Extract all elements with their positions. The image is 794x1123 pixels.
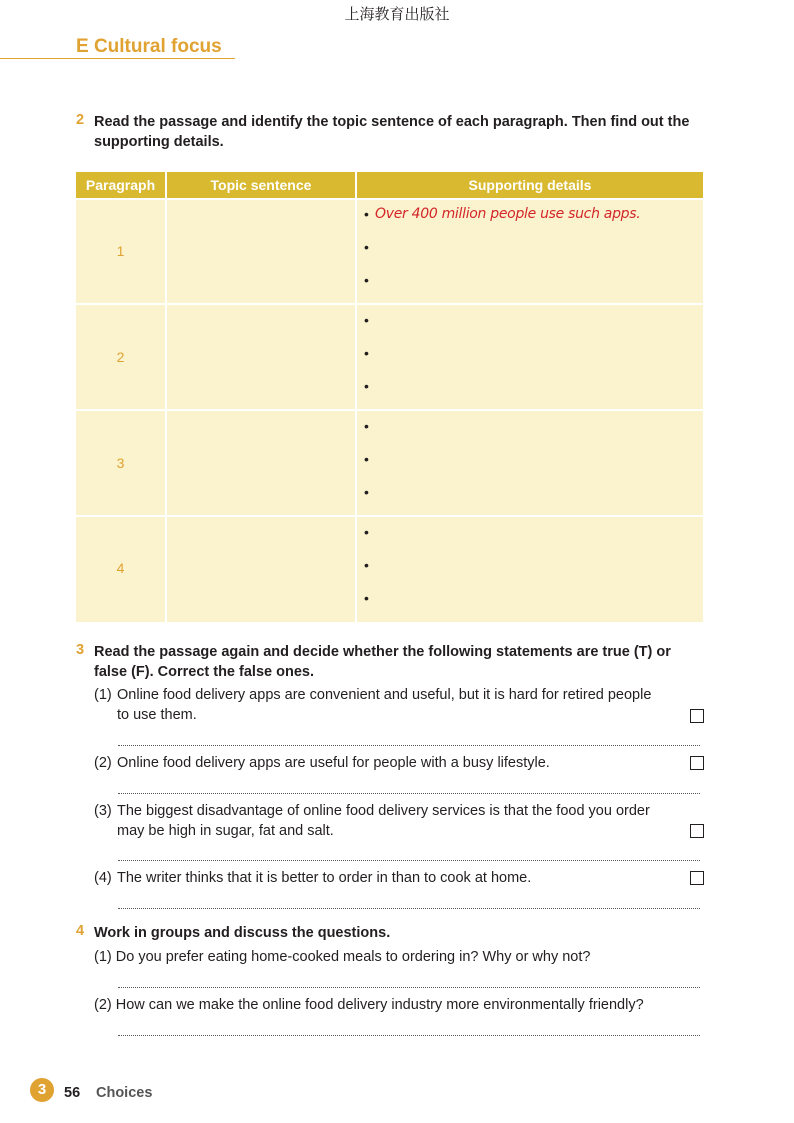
bullet: • [364, 557, 369, 573]
table-header-paragraph: Paragraph [76, 172, 165, 198]
bullet: • [364, 239, 369, 255]
table-header-supporting-details: Supporting details [357, 172, 703, 198]
bullet: • [364, 378, 369, 394]
paragraph-number: 1 [116, 243, 125, 259]
question-instruction: Read the passage and identify the topic sentence of each paragraph. Then find out the supporting details. [94, 114, 690, 150]
question-instruction: Work in groups and discuss the questions. [94, 925, 391, 941]
table-row-2-topic-cell[interactable] [167, 305, 355, 409]
discussion-question-1: (1) Do you prefer eating home-cooked meals to ordering in? Why or why not? [94, 949, 591, 965]
statement-2 [94, 753, 654, 773]
question-number: 2 [76, 112, 85, 128]
bullet: • [364, 206, 369, 222]
unit-number-badge: 3 [30, 1078, 54, 1102]
statement-3 [94, 801, 654, 841]
statement-text: Online food delivery apps are convenient and useful, but it is hard for retired people to use them. [117, 687, 652, 723]
true-false-checkbox[interactable] [690, 871, 704, 885]
table-row-2-details-cell[interactable] [357, 305, 703, 409]
discussion-question-2: (2) How can we make the online food delivery industry more environmentally friendly? [94, 997, 644, 1013]
question-3 [76, 642, 686, 682]
statement-label: (1) [94, 687, 112, 703]
section-title: E Cultural focus [76, 36, 222, 57]
question-number: 4 [76, 923, 85, 939]
question-instruction: Read the passage again and decide whether the following statements are true (T) or false (F). Correct the false ones. [94, 644, 671, 680]
table-row-3-topic-cell[interactable] [167, 411, 355, 515]
statement-4 [94, 868, 654, 888]
section-divider [0, 58, 235, 59]
bullet: • [364, 312, 369, 328]
statement-text: Online food delivery apps are useful for people with a busy lifestyle. [117, 755, 550, 771]
paragraph-number: 3 [116, 455, 125, 471]
statement-1 [94, 685, 654, 725]
answer-line[interactable] [118, 908, 700, 909]
answer-line[interactable] [118, 793, 700, 794]
table-row-4-topic-cell[interactable] [167, 517, 355, 622]
topic-sentence-table [76, 172, 703, 622]
answer-line[interactable] [118, 987, 700, 988]
statement-label: (4) [94, 870, 112, 886]
statement-text: The writer thinks that it is better to order in than to cook at home. [117, 870, 532, 886]
table-row-1-topic-cell[interactable] [167, 200, 355, 303]
table-row-3-details-cell[interactable] [357, 411, 703, 515]
table-header-topic-sentence: Topic sentence [167, 172, 355, 198]
bullet: • [364, 345, 369, 361]
bullet: • [364, 484, 369, 500]
bullet: • [364, 418, 369, 434]
answer-line[interactable] [118, 1035, 700, 1036]
question-4 [76, 923, 706, 943]
paragraph-number: 2 [116, 349, 125, 365]
answer-line[interactable] [118, 860, 700, 861]
paragraph-number: 4 [116, 560, 125, 576]
bullet: • [364, 590, 369, 606]
true-false-checkbox[interactable] [690, 824, 704, 838]
bullet: • [364, 451, 369, 467]
statement-text: The biggest disadvantage of online food delivery services is that the food you order may be high in sugar, fat and salt. [117, 803, 650, 839]
bullet: • [364, 524, 369, 540]
question-2 [76, 112, 706, 152]
example-supporting-detail: Over 400 million people use such apps. [375, 206, 641, 222]
bullet: • [364, 272, 369, 288]
statement-label: (2) [94, 755, 112, 771]
page-number: 56 [64, 1085, 81, 1101]
unit-title: Choices [96, 1085, 153, 1101]
question-number: 3 [76, 642, 85, 658]
statement-label: (3) [94, 803, 112, 819]
true-false-checkbox[interactable] [690, 756, 704, 770]
true-false-checkbox[interactable] [690, 709, 704, 723]
answer-line[interactable] [118, 745, 700, 746]
table-row-4-details-cell[interactable] [357, 517, 703, 622]
publisher-name: 上海教育出版社 [344, 5, 450, 23]
